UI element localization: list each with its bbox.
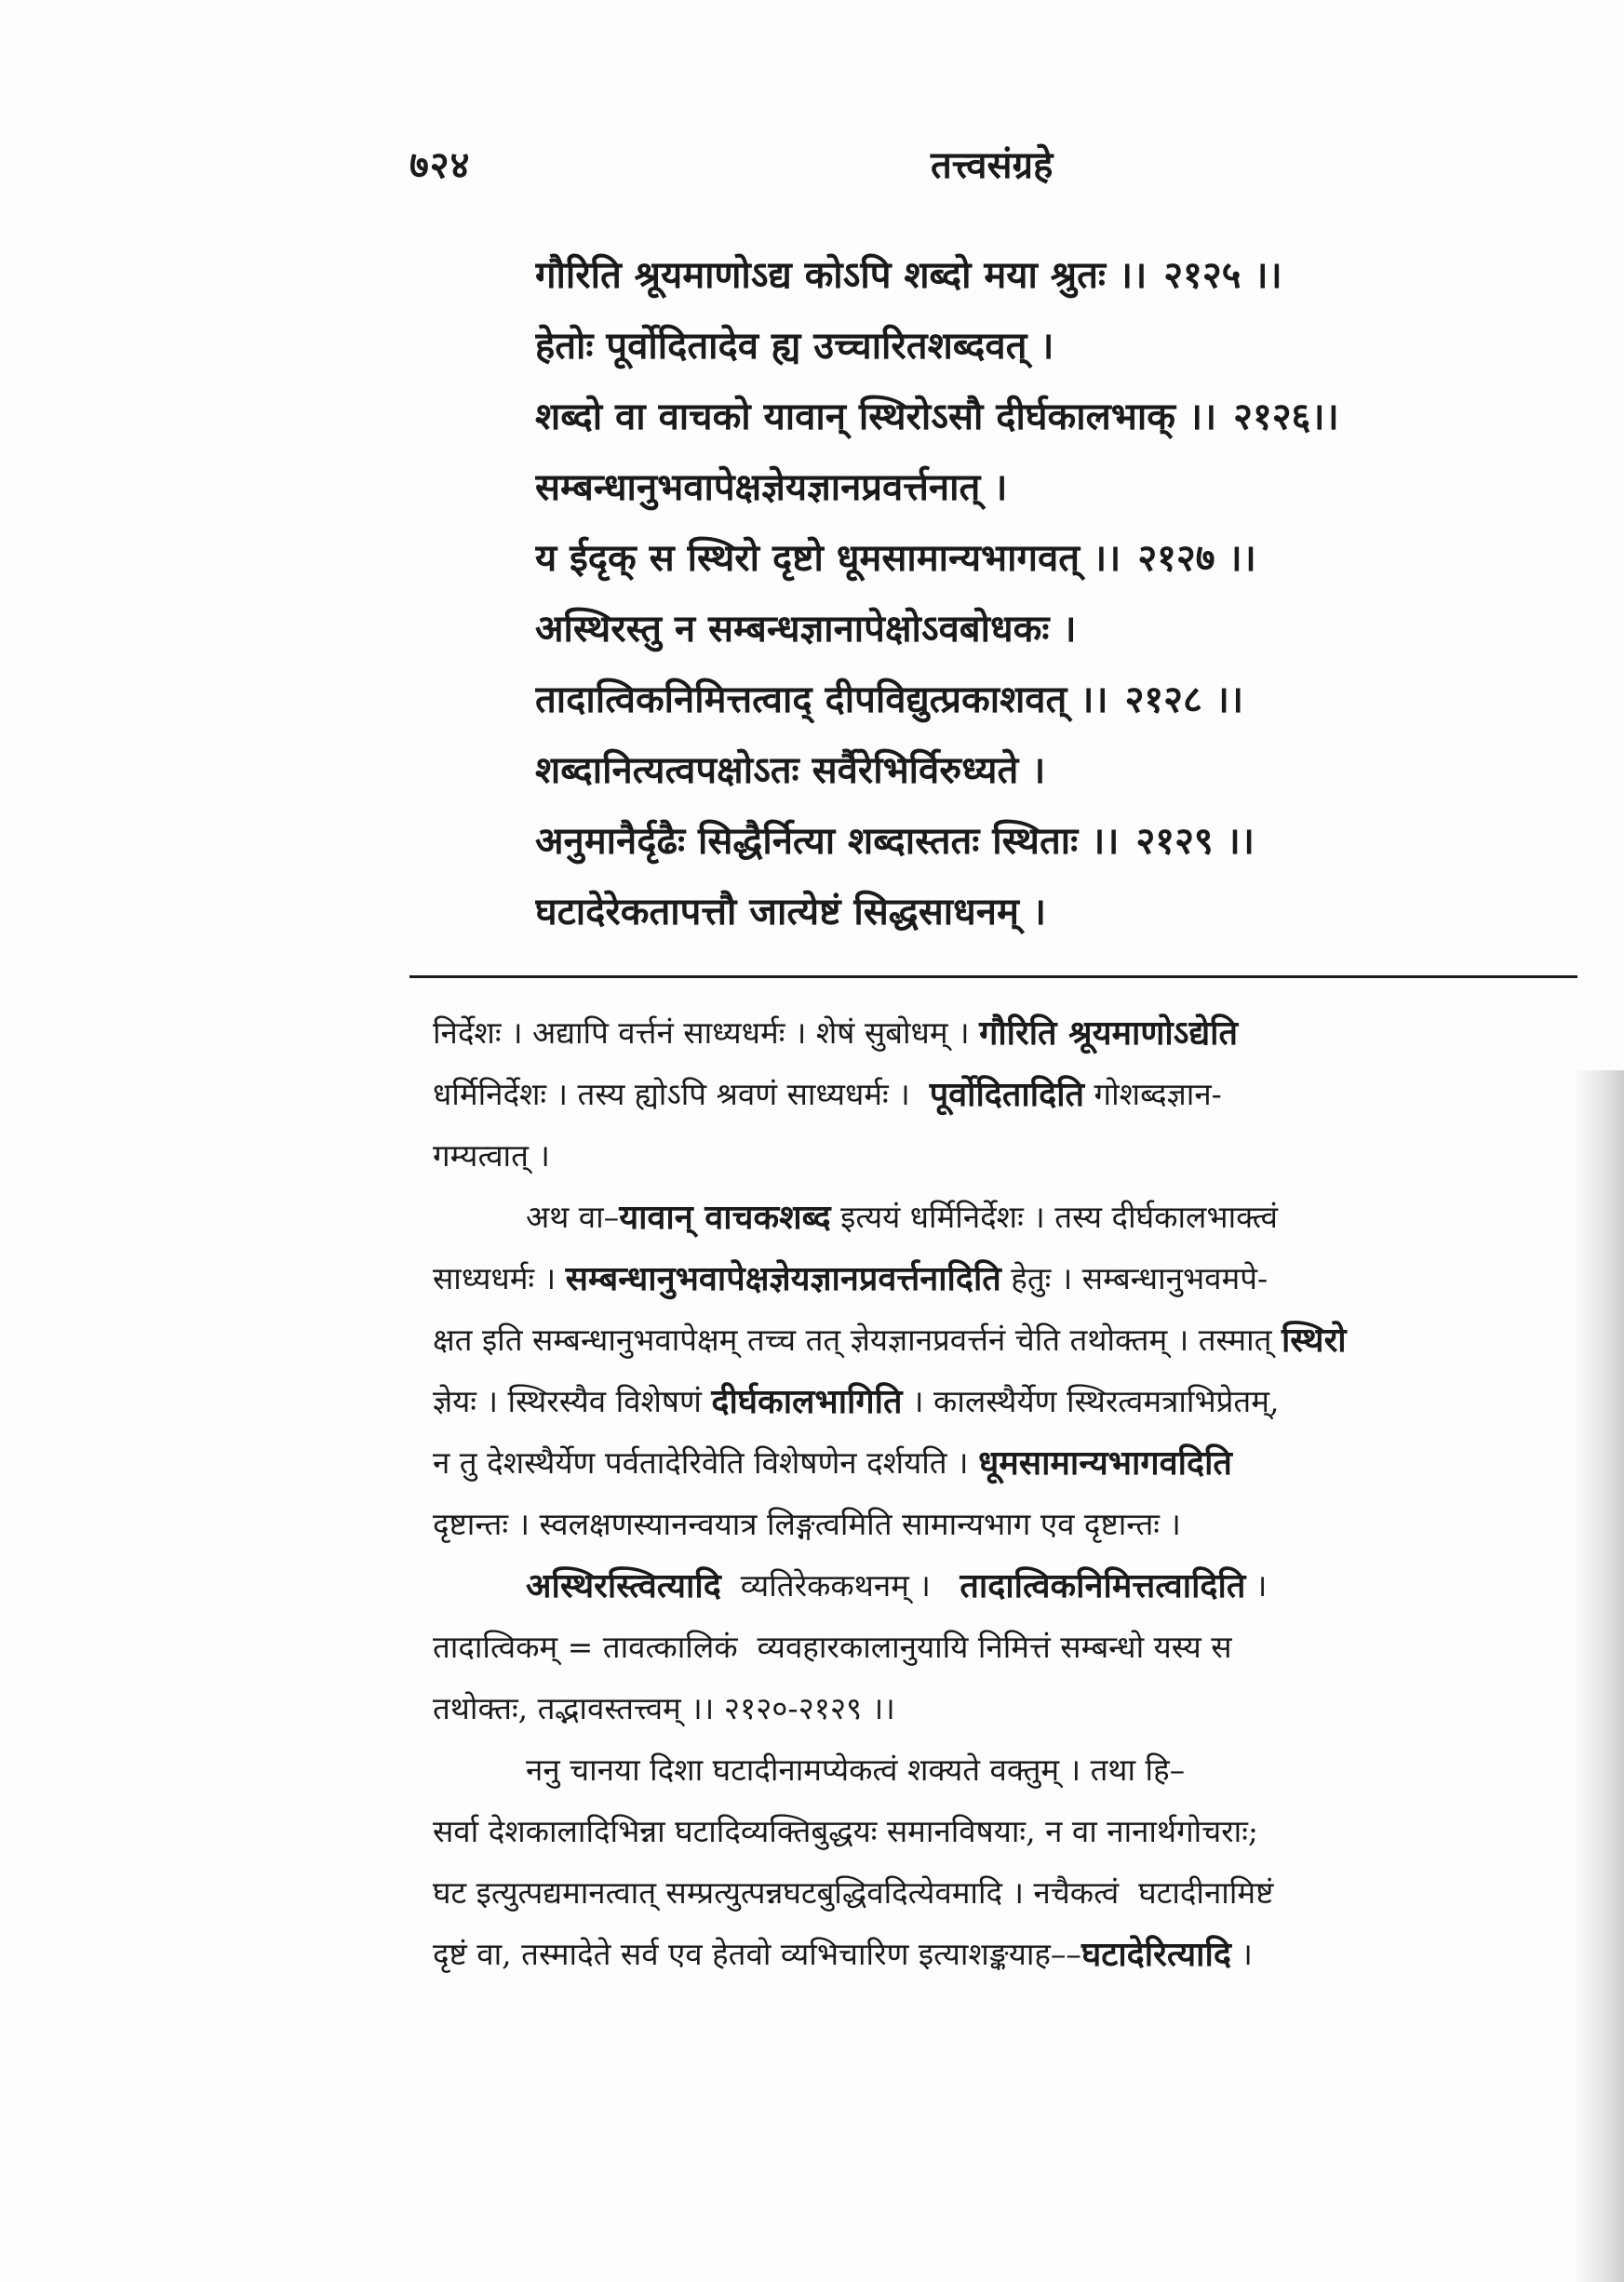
- commentary-line: [433, 1000, 1587, 1062]
- commentary-line: [433, 1922, 1587, 1983]
- commentary-text: दृष्टान्तः । स्वलक्षणस्यानन्वयात्र लिङ्गत्वमिति सामान्यभाग एव दृष्टान्तः ।: [433, 1505, 1181, 1542]
- commentary-text: साध्यधर्मः ।: [433, 1259, 566, 1296]
- verse-text: अनुमानैर्दृढैः सिद्धैर्नित्या शब्दास्ततः स्थिताः ।।: [535, 818, 1120, 863]
- verse-line: [535, 591, 1577, 662]
- commentary-lemma: सम्बन्धानुभवापेक्षज्ञेयज्ञानप्रवर्त्तनादिति: [565, 1258, 1001, 1298]
- verse-text: घटादेरेकतापत्तौ जात्येष्टं सिद्धसाधनम् ।: [535, 889, 1046, 933]
- commentary-text: ।: [1230, 1935, 1253, 1972]
- verse-block: [535, 237, 1577, 945]
- commentary-text: न तु देशस्थैर्येण पर्वतादेरिवेति विशेषणेन दर्शयति ।: [433, 1443, 979, 1481]
- commentary-line: [433, 1676, 1587, 1738]
- commentary-text: ।: [1245, 1566, 1268, 1604]
- commentary-lemma: दीर्घकालभागिति: [711, 1381, 903, 1421]
- commentary-lemma: यावान् वाचकशब्द: [619, 1197, 831, 1237]
- commentary-line: [433, 1185, 1587, 1246]
- commentary-line: [433, 1738, 1587, 1799]
- verse-line: [535, 308, 1577, 379]
- verse-text: गौरिति श्रूयमाणोऽद्य कोऽपि शब्दो मया श्रुतः ।।: [535, 252, 1148, 297]
- commentary-text: क्षत इति सम्बन्धानुभवापेक्षम् तच्च तत् ज्ञेयज्ञानप्रवर्त्तनं चेति तथोक्तम् । तस्मात्: [433, 1321, 1282, 1358]
- commentary-lemma: घटादेरित्यादि: [1080, 1934, 1231, 1974]
- commentary-text: इत्ययं धर्मिनिर्देशः । तस्य दीर्घकालभाक्त्वं: [830, 1198, 1278, 1235]
- verse-text: हेतोः पूर्वोदितादेव ह्य उच्चारितशब्दवत् ।: [535, 323, 1054, 368]
- commentary-text: घट इत्युत्पद्यमानत्वात् सम्प्रत्युत्पन्नघटबुद्धिवदित्येवमादि । नचैकत्वं घटादीनामिष्टं: [433, 1873, 1274, 1911]
- commentary-line: [433, 1369, 1587, 1430]
- commentary-text: तथोक्तः, तद्भावस्तत्त्वम् ।। २१२०-२१२९ ।।: [433, 1689, 895, 1726]
- verse-line: [535, 874, 1577, 945]
- verse-text: शब्दानित्यत्वपक्षोऽतः सर्वैरेभिर्विरुध्यते ।: [535, 747, 1046, 792]
- verse-text: अस्थिरस्तु न सम्बन्धज्ञानापेक्षोऽवबोधकः ।: [535, 606, 1077, 651]
- commentary-line: [433, 1799, 1587, 1860]
- commentary-text: तादात्विकम् = तावत्कालिकं व्यवहारकालानुयायि निमित्तं सम्बन्धो यस्य स: [433, 1628, 1232, 1665]
- page-header: [409, 138, 1452, 194]
- verse-line: [535, 803, 1577, 874]
- verse-line: [535, 379, 1577, 450]
- verse-text: य ईदृक् स स्थिरो दृष्टो धूमसामान्यभागवत् ।।: [535, 535, 1121, 580]
- verse-number: २१२९ ।।: [1135, 818, 1255, 863]
- verse-line: [535, 662, 1577, 732]
- verse-number: २१२७ ।।: [1137, 535, 1256, 580]
- verse-text: शब्दो वा वाचको यावान् स्थिरोऽसौ दीर्घकालभाक् ।।: [535, 394, 1217, 438]
- verse-line: [535, 520, 1577, 591]
- separator-rule: [409, 975, 1577, 978]
- commentary-text: । कालस्थैर्येण स्थिरत्वमत्राभिप्रेतम्,: [902, 1382, 1280, 1419]
- commentary-text: धर्मिनिर्देशः । तस्य ह्योऽपि श्रवणं साध्यधर्मः ।: [433, 1075, 930, 1112]
- verse-text: तादात्विकनिमित्तत्वाद् दीपविद्युत्प्रकाशवत् ।।: [535, 677, 1108, 721]
- commentary-line: [433, 1062, 1587, 1123]
- commentary-line: [433, 1492, 1587, 1553]
- commentary-line: [433, 1553, 1587, 1615]
- verse-line: [535, 237, 1577, 308]
- commentary-text: निर्देशः । अद्यापि वर्त्तनं साध्यधर्मः । शेषं सुबोधम् ।: [433, 1013, 980, 1051]
- commentary-lemma: धूमसामान्यभागवदिति: [978, 1443, 1232, 1483]
- verse-number: २१२५ ।।: [1163, 252, 1282, 297]
- commentary-line: [433, 1430, 1587, 1492]
- commentary-text: ज्ञेयः । स्थिरस्यैव विशेषणं: [433, 1382, 712, 1419]
- commentary-lemma: स्थिरो: [1281, 1320, 1347, 1360]
- commentary-lemma: गौरिति श्रूयमाणोऽद्येति: [979, 1013, 1239, 1053]
- verse-text: सम्बन्धानुभवापेक्षज्ञेयज्ञानप्रवर्त्तनात् ।: [535, 464, 1008, 509]
- commentary-lemma: तादात्विकनिमित्तत्वादिति: [960, 1565, 1246, 1605]
- commentary-text: दृष्टं वा, तस्मादेते सर्व एव हेतवो व्यभिचारिण इत्याशङ्कयाह––: [433, 1935, 1081, 1972]
- page-number: ७२४: [409, 143, 471, 187]
- commentary-text: गम्यत्वात् ।: [433, 1136, 550, 1174]
- commentary-line: [433, 1123, 1587, 1185]
- commentary-line: [433, 1615, 1587, 1676]
- commentary-line: [433, 1860, 1587, 1922]
- running-title: तत्त्वसंग्रहे: [931, 143, 1054, 187]
- commentary-text: हेतुः । सम्बन्धानुभवमपे-: [1000, 1259, 1268, 1296]
- verse-line: [535, 732, 1577, 803]
- commentary-line: [433, 1246, 1587, 1308]
- commentary-text: सर्वा देशकालादिभिन्ना घटादिव्यक्तिबुद्धयः समानविषयाः, न वा नानार्थगोचराः;: [433, 1812, 1258, 1849]
- verse-number: २१२६।।: [1233, 394, 1339, 438]
- commentary-line: [433, 1308, 1587, 1369]
- commentary-text: व्यतिरेककथनम् ।: [720, 1566, 960, 1604]
- verse-line: [535, 450, 1577, 520]
- commentary-text: अथ वा–: [526, 1198, 620, 1235]
- verse-number: २१२८ ।।: [1124, 677, 1244, 721]
- commentary-text: ननु चानया दिशा घटादीनामप्येकत्वं शक्यते वक्तुम् । तथा हि–: [526, 1751, 1186, 1788]
- commentary-lemma: अस्थिरस्त्वित्यादि: [526, 1565, 721, 1605]
- commentary-text: गोशब्दज्ञान-: [1084, 1075, 1222, 1112]
- commentary-block: [433, 1000, 1587, 1983]
- commentary-lemma: पूर्वोदितादिति: [929, 1074, 1085, 1114]
